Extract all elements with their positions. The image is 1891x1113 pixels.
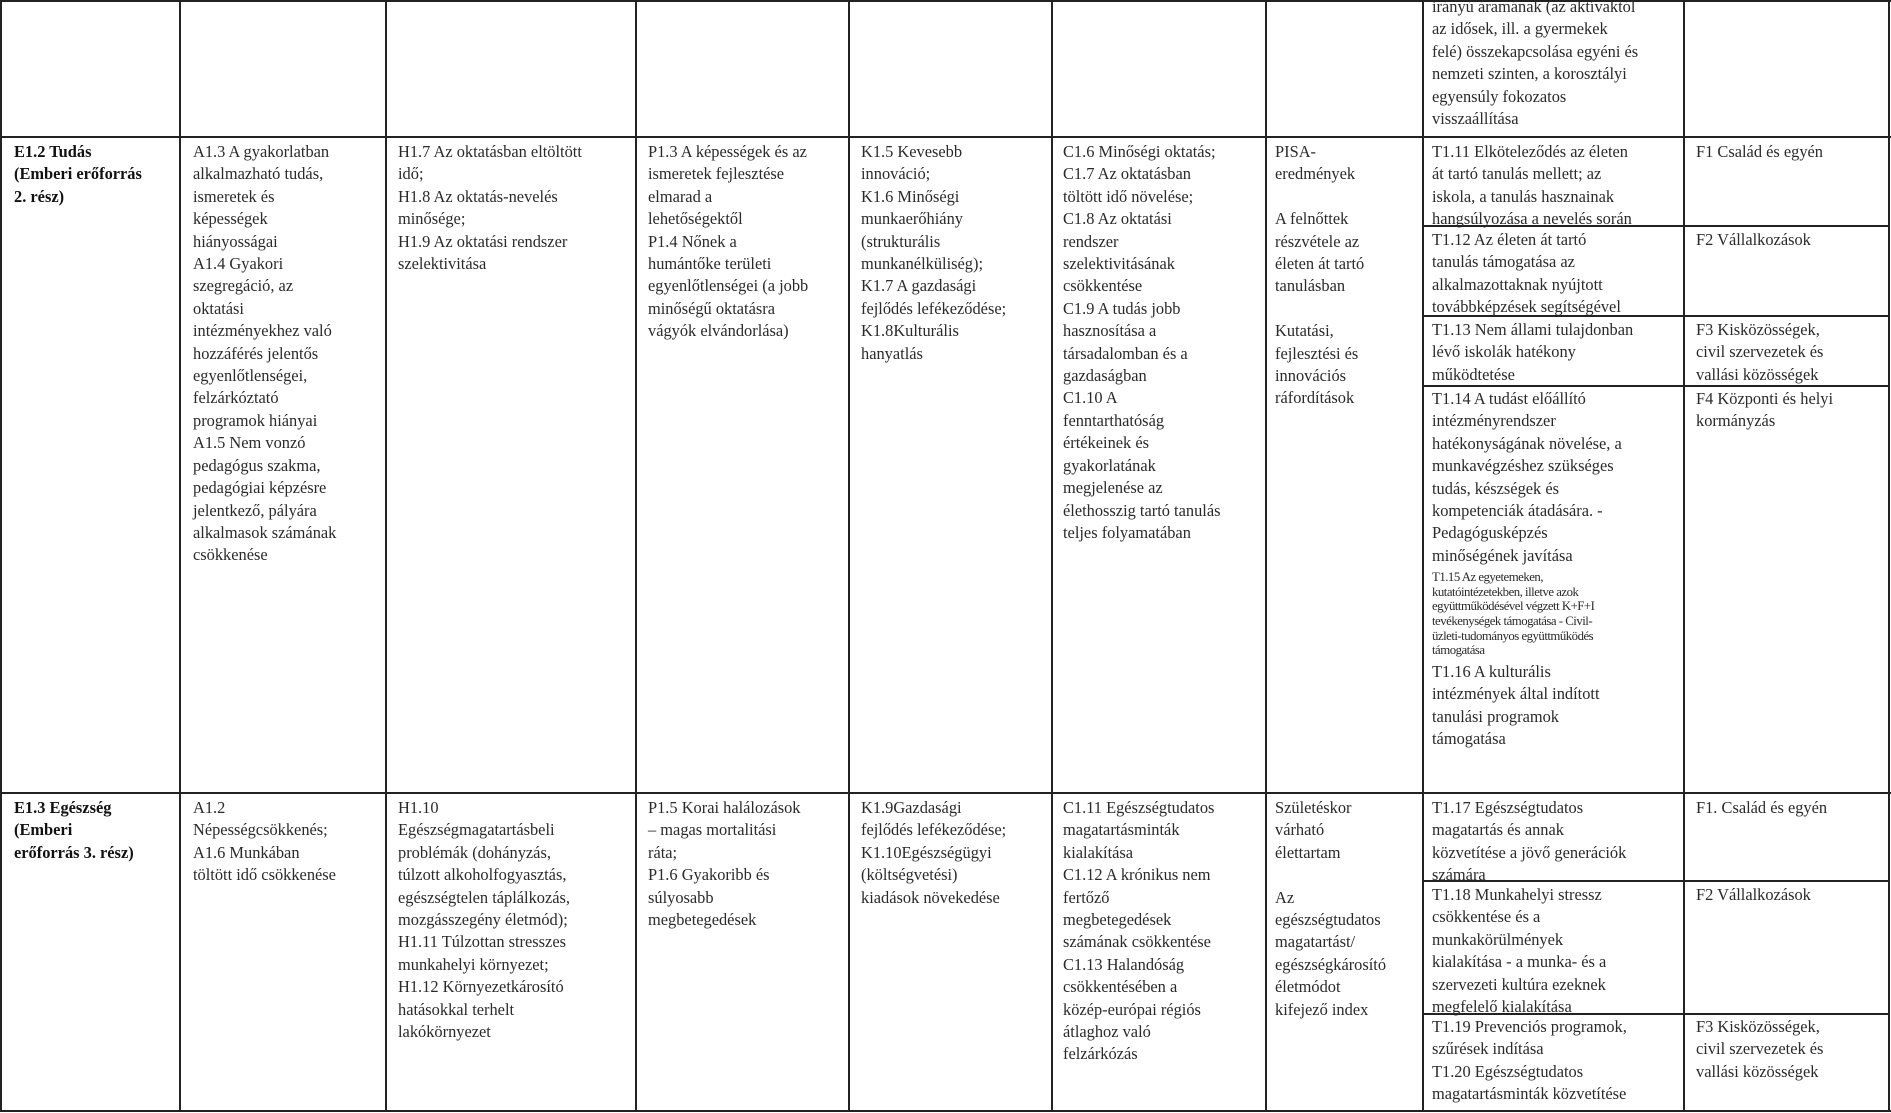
col-divider xyxy=(1683,0,1685,1112)
col-divider xyxy=(635,0,637,1112)
cell-text: A1.3 A gyakorlatban alkalmazható tudás, ismeretek és képességek hiányosságai A1.4 Gyakori szegregáció, az oktatási intézményekhez való hozzáférés jelentős egyenlőtlenségei, felzárkóztató programok hiányai A1.5 Nem vonzó pedagógus szakma, pedagógiai képzésre jelentkező, pályára alkalmasok számának csökkenése xyxy=(193,142,337,565)
cell-f xyxy=(1696,884,1888,906)
cell-c xyxy=(1063,141,1265,544)
cell-f xyxy=(1696,388,1888,433)
cell-f xyxy=(1696,229,1888,251)
cell-text: K1.9Gazdasági fejlődés lefékeződése; K1.10Egészségügyi (költségvetési) kiadások növekedése xyxy=(861,798,1007,907)
cell-t xyxy=(1432,797,1682,887)
row-divider-e12 xyxy=(0,136,1891,138)
col-divider xyxy=(1265,0,1267,1112)
cell-f xyxy=(1696,1016,1888,1083)
cell-h xyxy=(398,797,634,1043)
t-cell-continuation xyxy=(1432,0,1682,130)
cell-text: F2 Vállalkozások xyxy=(1696,885,1811,904)
col-divider xyxy=(848,0,850,1112)
cell-t xyxy=(1432,1016,1682,1106)
col-divider xyxy=(0,0,2,1112)
cell-text: A1.2 Népességcsökkenés; A1.6 Munkában töltött idő csökkenése xyxy=(193,798,336,885)
cell-a xyxy=(193,141,383,567)
cell-text: T1.14 A tudást előállító intézményrendszer hatékonyságának növelése, a munkavégzéshez szükséges tudás, készségek és kompetenciák átadására. - Pedagógusképzés minőségének javítása xyxy=(1432,389,1622,565)
col-divider xyxy=(1888,0,1890,1112)
cell-text: C1.6 Minőségi oktatás; C1.7 Az oktatásban töltött idő növelése; C1.8 Az oktatási rendszer szelektivitásának csökkentése C1.9 A tudás jobb hasznosítása a társadalomban és a gazdaságban C1.10 A fenntarthatóság értékeinek és gyakorlatának megjelenése az élethosszig tartó tanulás teljes folyamatában xyxy=(1063,142,1221,542)
row-divider-bottom xyxy=(0,1110,1891,1112)
cell-text: T1.15 Az egyetemeken, kutatóintézetekben, illetve azok együttműködésével végzett K+F+I tevékenységek támogatása - Civil- üzleti-tudományos együttműködés támogatása xyxy=(1432,570,1595,658)
cell-p xyxy=(648,797,848,931)
cell-text: E1.2 Tudás (Emberi erőforrás 2. rész) xyxy=(14,142,142,206)
col-divider xyxy=(1051,0,1053,1112)
cell-text: T1.17 Egészségtudatos magatartás és annak közvetítése a jövő generációk számára xyxy=(1432,798,1627,885)
cell-text: P1.3 A képességek és az ismeretek fejlesztése elmarad a lehetőségektől P1.4 Nőnek a humántőke területi egyenlőtlenségei (a jobb minőségű oktatásra vágyók elvándorlása) xyxy=(648,142,809,341)
cell-t xyxy=(1432,229,1682,319)
cell-text: PISA- eredmények A felnőttek részvétele az életen át tartó tanulásban Kutatási, fejlesztési és innovációs ráfordítások xyxy=(1275,142,1365,408)
cell-f xyxy=(1696,797,1888,819)
cell-text: T1.18 Munkahelyi stressz csökkentése és a munkakörülmények kialakítása - a munka- és a szervezeti kultúra ezeknek megfelelő kialakítása xyxy=(1432,885,1607,1017)
cell-t xyxy=(1432,319,1682,386)
cell-text: H1.7 Az oktatásban eltöltött idő; H1.8 Az oktatás-nevelés minősége; H1.9 Az oktatási rendszer szelektivitása xyxy=(398,142,582,274)
cell-p xyxy=(648,141,848,343)
cell-f xyxy=(1696,141,1888,163)
cell-text: K1.5 Kevesebb innováció; K1.6 Minőségi munkaerőhiány (strukturális munkanélküliség); K1.7 A gazdasági fejlődés lefékeződése; K1.8Kulturális hanyatlás xyxy=(861,142,1007,363)
col-divider xyxy=(179,0,181,1112)
cell-a xyxy=(193,797,383,887)
cell-h xyxy=(398,141,634,275)
cell-text: F2 Vállalkozások xyxy=(1696,230,1811,249)
cell-k xyxy=(861,797,1051,909)
cell-i xyxy=(1275,141,1422,410)
cell-text: T1.19 Prevenciós programok, szűrések indítása T1.20 Egészségtudatos magatartásminták közvetítése xyxy=(1432,1017,1627,1104)
cell-f xyxy=(1696,319,1888,386)
cell-c xyxy=(1063,797,1265,1066)
col-divider xyxy=(1422,0,1424,1112)
cell-text: F4 Központi és helyi kormányzás xyxy=(1696,389,1834,431)
row-label xyxy=(14,797,179,864)
cell-text: irányú áramának (az aktívaktól az idősek, ill. a gyermekek felé) összekapcsolása egyéni és nemzeti szinten, a korosztályi egyensúly fokozatos visszaállítása xyxy=(1432,0,1639,129)
cell-text: T1.11 Elköteleződés az életen át tartó tanulás mellett; az iskola, a tanulás hasznainak hangsúlyozása a nevelés során xyxy=(1432,142,1632,229)
cell-text: T1.16 A kulturális intézmények által indított tanulási programok támogatása xyxy=(1432,661,1600,749)
row-label xyxy=(14,141,179,208)
cell-text: C1.11 Egészségtudatos magatartásminták kialakítása C1.12 A krónikus nem fertőző megbetegedések számának csökkentése C1.13 Halandóság csökkentésében a közép-európai régiós átlaghoz való felzárkózás xyxy=(1063,798,1215,1064)
cell-t xyxy=(1432,884,1682,1018)
cell-i xyxy=(1275,797,1422,1021)
cell-text: F3 Kisközösségek, civil szervezetek és vallási közösségek xyxy=(1696,1017,1824,1081)
cell-text: F1. Család és egyén xyxy=(1696,798,1828,817)
row-divider-e13 xyxy=(0,792,1891,794)
cell-k xyxy=(861,141,1051,365)
cell-text: E1.3 Egészség (Emberi erőforrás 3. rész) xyxy=(14,798,134,862)
cell-text: P1.5 Korai halálozások – magas mortalitási ráta; P1.6 Gyakoribb és súlyosabb megbetegedések xyxy=(648,798,801,930)
cell-text: T1.13 Nem állami tulajdonban lévő iskolák hatékony működtetése xyxy=(1432,320,1634,384)
cell-text: F3 Kisközösségek, civil szervezetek és vallási közösségek xyxy=(1696,320,1824,384)
cell-text: Születéskor várható élettartam Az egészségtudatos magatartást/ egészségkárosító életmódot kifejező index xyxy=(1275,798,1387,1019)
cell-text: T1.12 Az életen át tartó tanulás támogatása az alkalmazottaknak nyújtott továbbképzések segítségével xyxy=(1432,230,1621,317)
col-divider xyxy=(385,0,387,1112)
cell-t xyxy=(1432,141,1682,231)
cell-text: H1.10 Egészségmagatartásbeli problémák (dohányzás, túlzott alkoholfogyasztás, egészségtelen táplálkozás, mozgásszegény életmód); H1.11 Túlzottan stresszes munkahelyi környezet; H1.12 Környezetkárosító hatásokkal terhelt lakókörnyezet xyxy=(398,798,571,1042)
cell-text: F1 Család és egyén xyxy=(1696,142,1824,161)
cell-t xyxy=(1432,388,1682,750)
